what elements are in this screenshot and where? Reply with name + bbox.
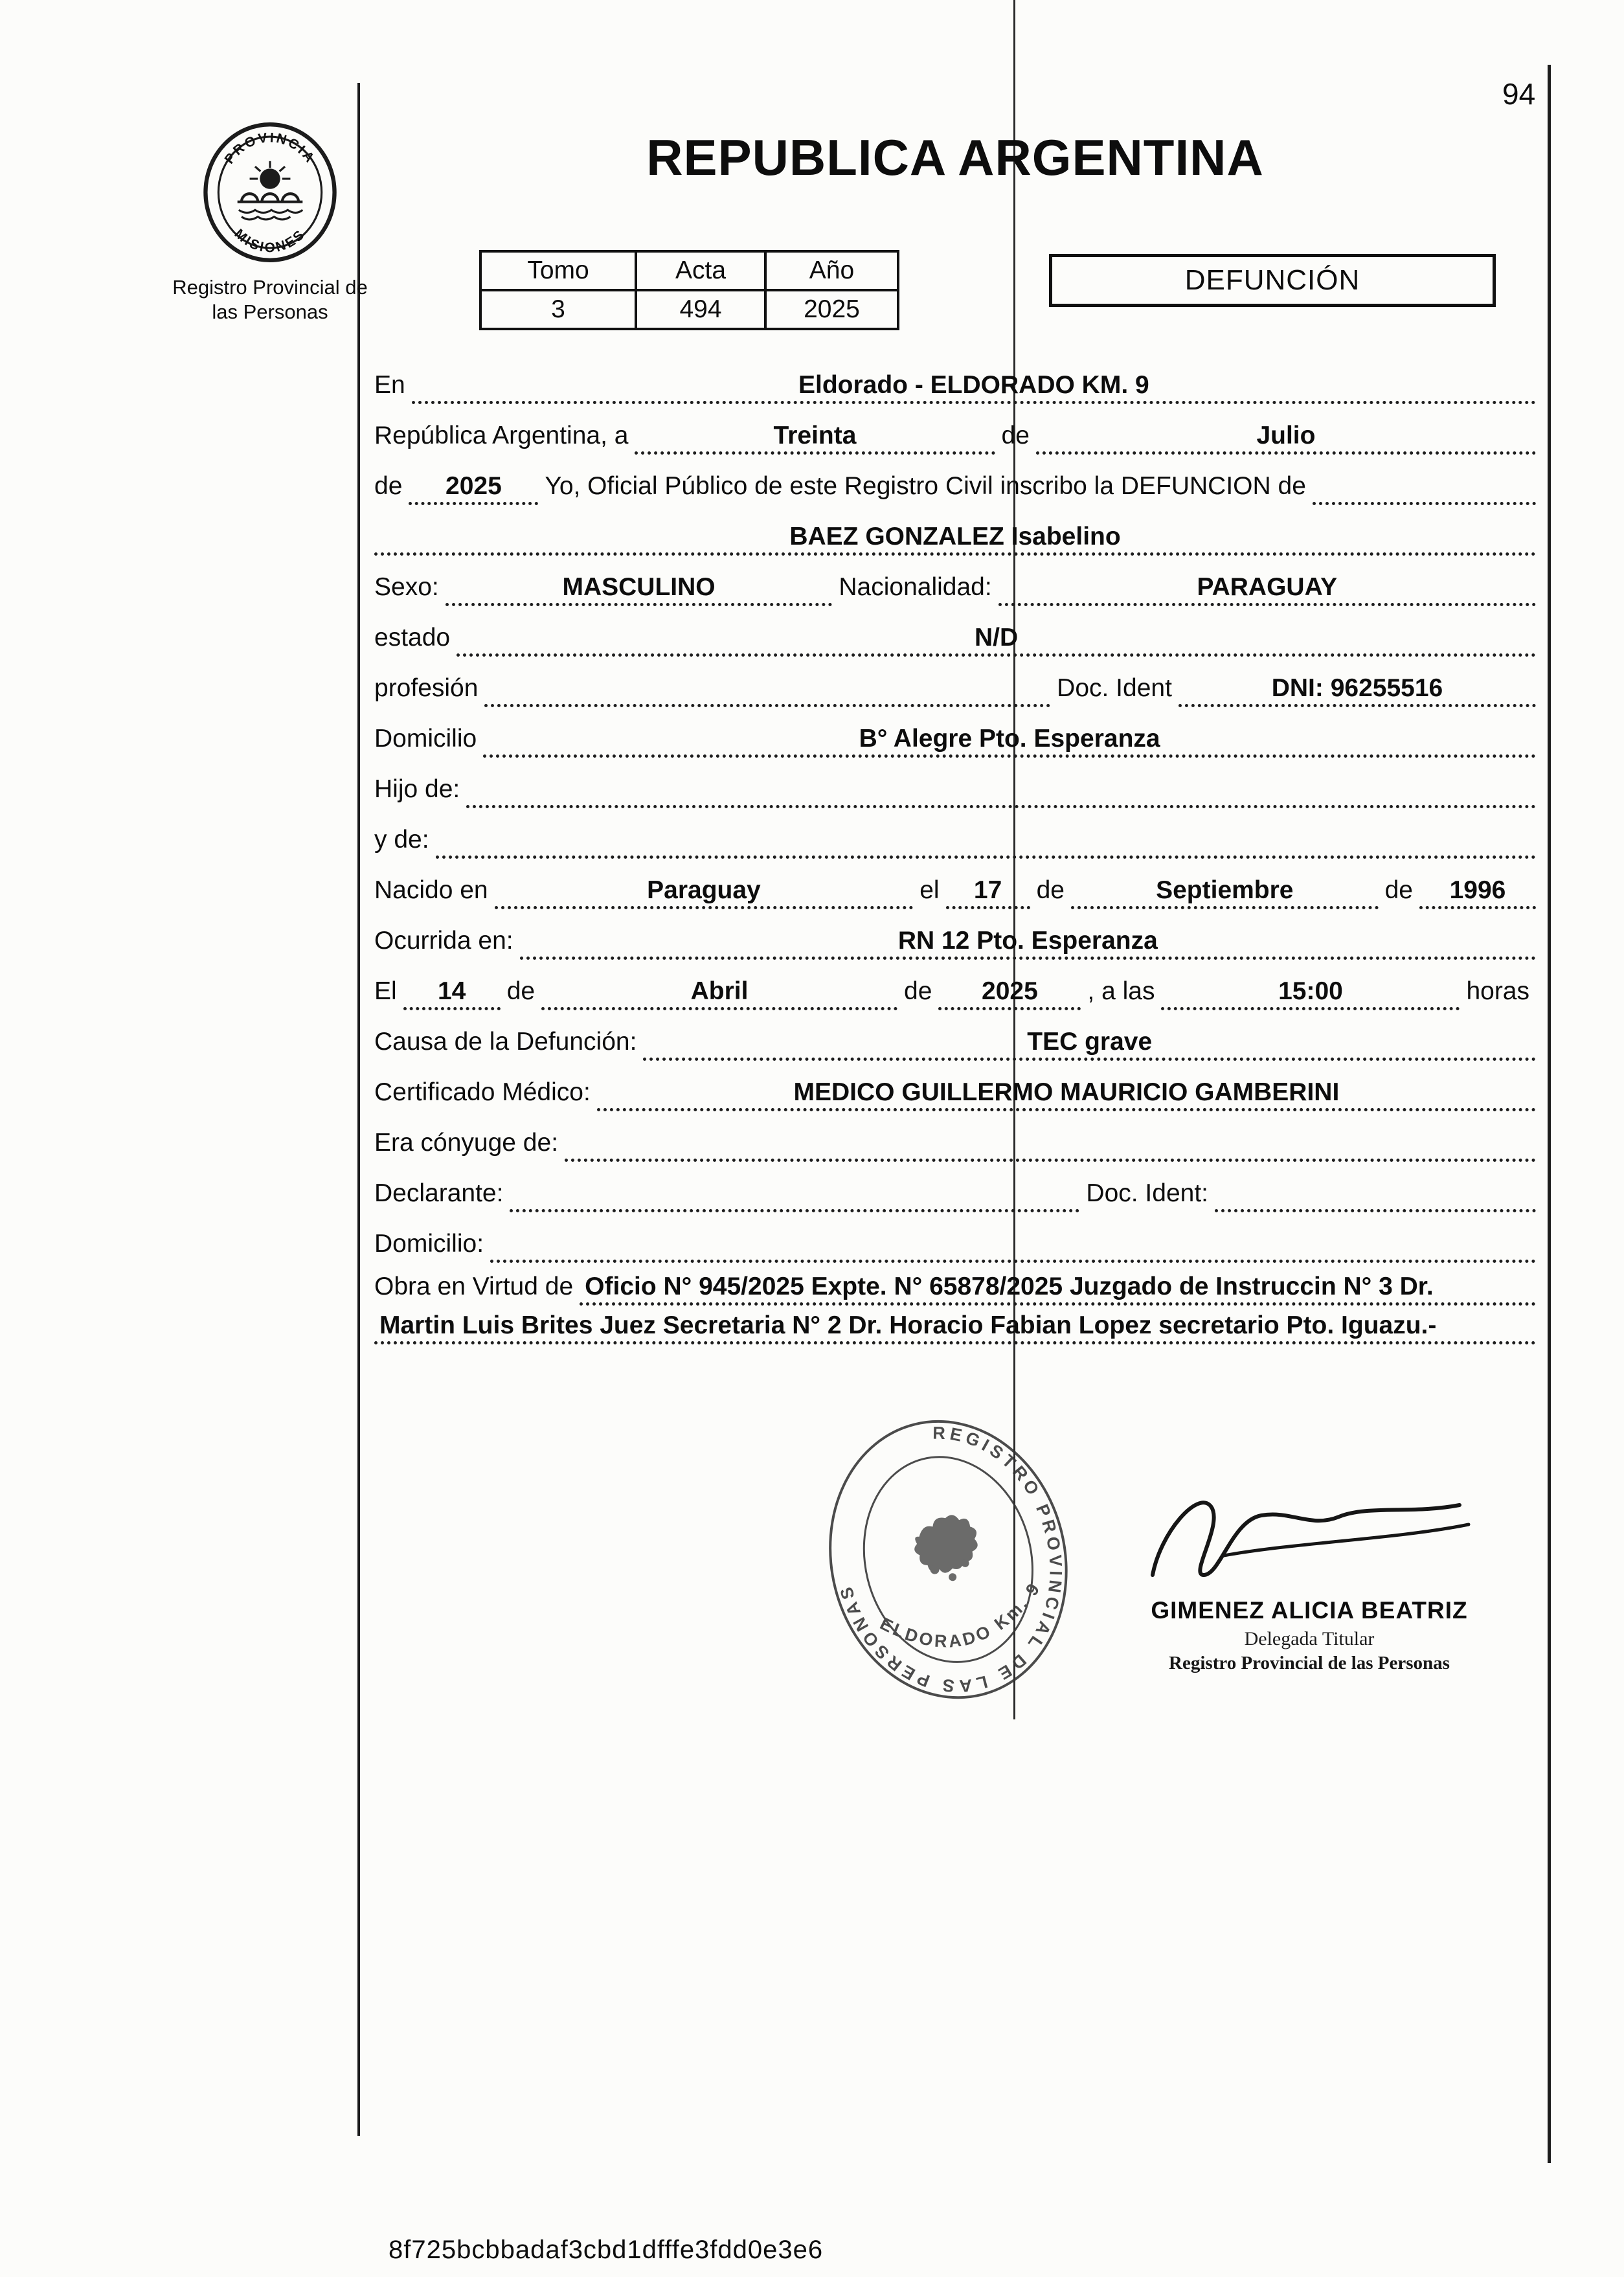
year-value: 2025 bbox=[409, 472, 538, 505]
y-de-line bbox=[374, 808, 1536, 859]
logo-bridge-icon bbox=[238, 194, 303, 220]
domicilio2-empty-fill bbox=[490, 1258, 1536, 1263]
stamp-center-emblem bbox=[908, 1510, 987, 1589]
record-table-header-row bbox=[480, 251, 898, 290]
tomo-header: Tomo bbox=[480, 251, 636, 290]
acta-header: Acta bbox=[636, 251, 765, 290]
signatory-organization: Registro Provincial de las Personas bbox=[1169, 1653, 1450, 1673]
nacido-de1-label: de bbox=[1036, 876, 1065, 904]
domicilio-label: Domicilio bbox=[374, 725, 477, 753]
profesion-line bbox=[374, 657, 1536, 707]
doc-ident-value: DNI: 96255516 bbox=[1179, 674, 1536, 707]
ocurrida-value: RN 12 Pto. Esperanza bbox=[520, 927, 1536, 960]
el-label: El bbox=[374, 977, 397, 1005]
nacido-de2-label: de bbox=[1384, 876, 1413, 904]
hijo-de-empty-fill bbox=[466, 804, 1536, 808]
declarante-empty-fill bbox=[510, 1208, 1079, 1212]
birth-place-value: Paraguay bbox=[495, 876, 914, 909]
estado-line bbox=[374, 606, 1536, 657]
estado-value: N/D bbox=[457, 624, 1536, 657]
domicilio-line bbox=[374, 707, 1536, 758]
logo-top-text: PROVINCIA bbox=[221, 130, 319, 167]
declarante-doc-empty-fill bbox=[1215, 1208, 1536, 1212]
acta-value: 494 bbox=[636, 290, 765, 329]
birth-month-value: Septiembre bbox=[1071, 876, 1379, 909]
y-de-empty-fill bbox=[436, 854, 1536, 859]
certificate-form bbox=[374, 354, 1536, 1344]
conyuge-empty-fill bbox=[565, 1157, 1536, 1162]
obra-line-2 bbox=[374, 1306, 1536, 1344]
profesion-label: profesión bbox=[374, 674, 479, 702]
org-caption bbox=[163, 275, 377, 324]
document-hash-code: 8f725bcbbadaf3cbd1dfffe3fdd0e3e6 bbox=[389, 2236, 824, 2264]
tomo-value: 3 bbox=[480, 290, 636, 329]
date-de-label: de bbox=[1001, 422, 1030, 449]
hijo-de-line bbox=[374, 758, 1536, 808]
registry-stamp bbox=[771, 1368, 1126, 1754]
declarante-line bbox=[374, 1162, 1536, 1212]
place-value: Eldorado - ELDORADO KM. 9 bbox=[412, 371, 1536, 404]
record-type-box bbox=[1049, 254, 1496, 307]
causa-value: TEC grave bbox=[643, 1028, 1536, 1061]
ano-header: Año bbox=[765, 251, 898, 290]
nacido-el-label: el bbox=[919, 876, 940, 904]
a-las-label: , a las bbox=[1087, 977, 1155, 1005]
deceased-name-value: BAEZ GONZALEZ Isabelino bbox=[374, 523, 1536, 556]
death-time-value: 15:00 bbox=[1161, 977, 1460, 1010]
sex-nationality-line bbox=[374, 556, 1536, 606]
year-de-label: de bbox=[374, 472, 403, 500]
document-title: REPUBLICA ARGENTINA bbox=[646, 129, 1264, 186]
ocurrida-label: Ocurrida en: bbox=[374, 927, 513, 955]
estado-label: estado bbox=[374, 624, 451, 651]
nacido-label: Nacido en bbox=[374, 876, 488, 904]
hijo-de-label: Hijo de: bbox=[374, 775, 460, 803]
death-month-value: Abril bbox=[541, 977, 897, 1010]
doc-ident-label: Doc. Ident bbox=[1057, 674, 1172, 702]
conyuge-line bbox=[374, 1111, 1536, 1162]
place-label: En bbox=[374, 371, 405, 399]
record-reference-table bbox=[479, 250, 899, 330]
record-type-label: DEFUNCIÓN bbox=[1184, 264, 1360, 296]
conyuge-label: Era cónyuge de: bbox=[374, 1129, 559, 1157]
birth-day-value: 17 bbox=[946, 876, 1030, 909]
signatory-title: Delegada Titular bbox=[1244, 1628, 1375, 1649]
date-line bbox=[374, 404, 1536, 455]
signatory-name: GIMENEZ ALICIA BEATRIZ bbox=[1151, 1597, 1468, 1624]
page-number: 94 bbox=[1502, 77, 1536, 111]
obra-line-1 bbox=[374, 1263, 1536, 1306]
year-line-trailing-fill bbox=[1313, 501, 1536, 505]
record-table-value-row bbox=[480, 290, 898, 329]
death-date-line bbox=[374, 960, 1536, 1010]
domicilio2-label: Domicilio: bbox=[374, 1230, 484, 1258]
left-border-line bbox=[357, 83, 360, 2136]
year-line bbox=[374, 455, 1536, 505]
sex-value: MASCULINO bbox=[445, 573, 833, 606]
birth-year-value: 1996 bbox=[1419, 876, 1536, 909]
causa-label: Causa de la Defunción: bbox=[374, 1028, 637, 1056]
obra-value-1: Oficio N° 945/2025 Expte. N° 65878/2025 Juzgado de Instruccin N° 3 Dr. bbox=[580, 1273, 1536, 1306]
place-line bbox=[374, 354, 1536, 404]
right-border-line bbox=[1548, 65, 1551, 2163]
day-word-value: Treinta bbox=[635, 422, 995, 455]
org-caption-line2: las Personas bbox=[212, 300, 328, 323]
nationality-label: Nacionalidad: bbox=[839, 573, 992, 601]
obra-value-2: Martin Luis Brites Juez Secretaria N° 2 Dr. Horacio Fabian Lopez secretario Pto. Iguazu.- bbox=[374, 1311, 1536, 1344]
svg-text:MISIONES bbox=[232, 226, 309, 255]
logo-bottom-text: MISIONES bbox=[231, 226, 309, 256]
stamp-ring-text: REGISTRO PROVINCIAL DE LAS PERSONAS bbox=[835, 1423, 1066, 1696]
domicilio2-line bbox=[374, 1212, 1536, 1263]
profesion-empty-fill bbox=[484, 703, 1050, 707]
ano-value: 2025 bbox=[765, 290, 898, 329]
handwritten-signature bbox=[1141, 1478, 1478, 1591]
certificado-value: MEDICO GUILLERMO MAURICIO GAMBERINI bbox=[597, 1078, 1536, 1111]
death-year-value: 2025 bbox=[938, 977, 1081, 1010]
fecha-de1-label: de bbox=[506, 977, 536, 1005]
certificado-label: Certificado Médico: bbox=[374, 1078, 591, 1106]
sex-label: Sexo: bbox=[374, 573, 439, 601]
y-de-label: y de: bbox=[374, 826, 429, 854]
death-day-value: 14 bbox=[403, 977, 501, 1010]
month-value: Julio bbox=[1036, 422, 1536, 455]
nationality-value: PARAGUAY bbox=[998, 573, 1536, 606]
nacido-line bbox=[374, 859, 1536, 909]
logo-block bbox=[163, 122, 377, 324]
declarante-doc-label: Doc. Ident: bbox=[1086, 1179, 1209, 1207]
ocurrida-line bbox=[374, 909, 1536, 960]
org-caption-line1: Registro Provincial de bbox=[172, 276, 368, 299]
logo-sun-icon bbox=[250, 161, 291, 189]
signature-block bbox=[1134, 1478, 1484, 1674]
inscribe-text: Yo, Oficial Público de este Registro Civil inscribo la DEFUNCION de bbox=[545, 472, 1306, 500]
domicilio-value: B° Alegre Pto. Esperanza bbox=[483, 725, 1536, 758]
declarante-label: Declarante: bbox=[374, 1179, 504, 1207]
deceased-name-line bbox=[374, 505, 1536, 556]
provincial-seal-logo bbox=[202, 122, 338, 263]
stamp-place-text: ELDORADO Km. 9 bbox=[877, 1578, 1045, 1651]
causa-line bbox=[374, 1010, 1536, 1061]
date-line-label: República Argentina, a bbox=[374, 422, 629, 449]
horas-label: horas bbox=[1466, 977, 1529, 1005]
certificado-line bbox=[374, 1061, 1536, 1111]
obra-label: Obra en Virtud de bbox=[374, 1273, 574, 1300]
fecha-de2-label: de bbox=[904, 977, 932, 1005]
